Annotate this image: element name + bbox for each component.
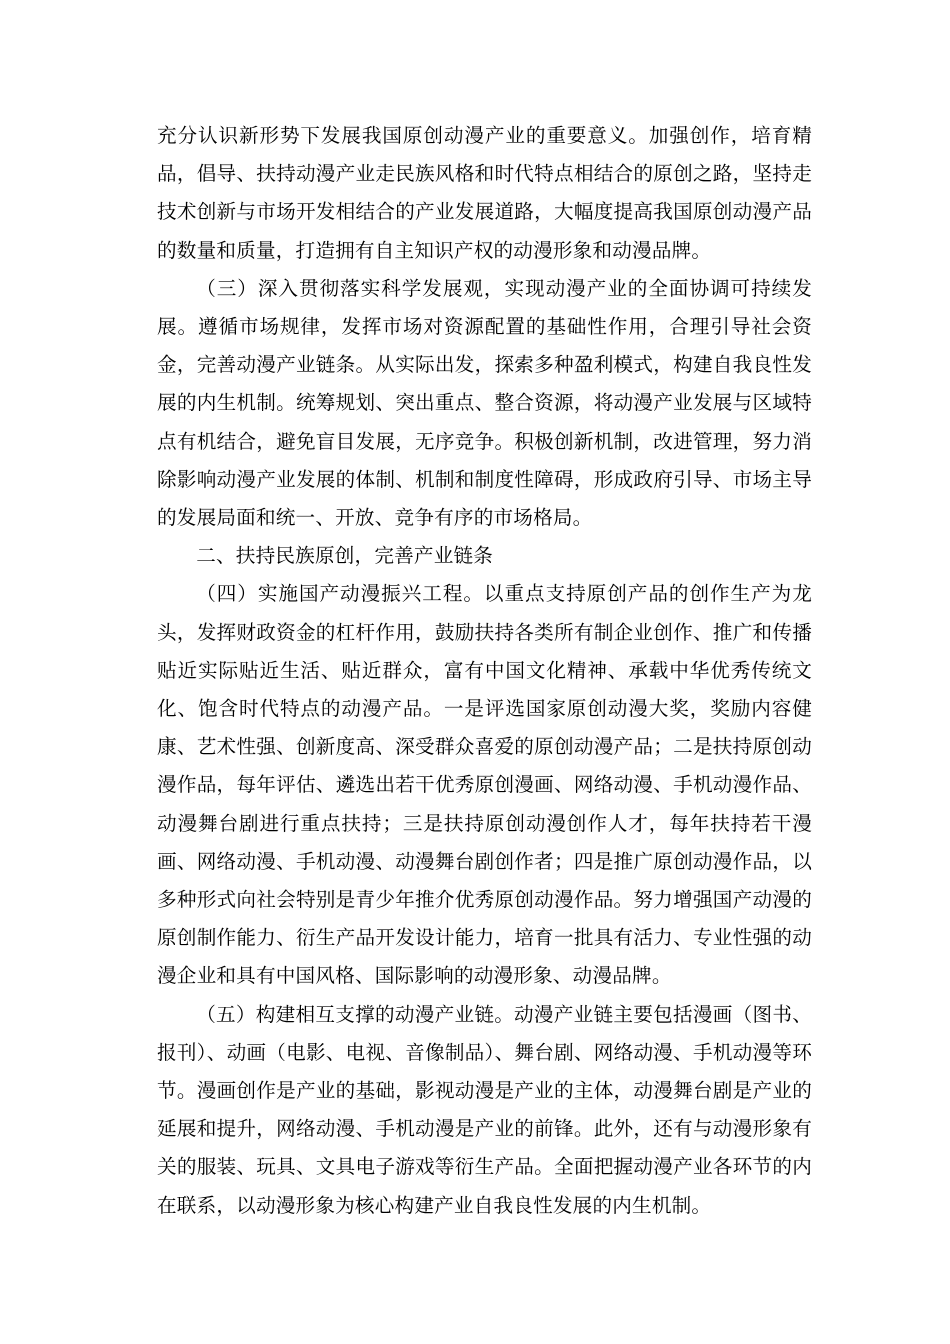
- paragraph-section-five: （五）构建相互支撑的动漫产业链。动漫产业链主要包括漫画（图书、报刊）、动画（电影、电视、音像制品）、舞台剧、网络动漫、手机动漫等环节。漫画创作是产业的基础，影视动漫是产业的主体，动漫舞台剧是产业的延展和提升，网络动漫、手机动漫是产业的前锋。此外，还有与动漫形象有关的服装、玩具、文具电子游戏等衍生产品。全面把握动漫产业各环节的内在联系，以动漫形象为核心构建产业自我良性发展的内生机制。: [157, 1002, 812, 1217]
- paragraph-section-four: （四）实施国产动漫振兴工程。以重点支持原创产品的创作生产为龙头，发挥财政资金的杠杆作用，鼓励扶持各类所有制企业创作、推广和传播贴近实际贴近生活、贴近群众，富有中国文化精神、承载中华优秀传统文化、饱含时代特点的动漫产品。一是评选国家原创动漫大奖，奖励内容健康、艺术性强、创新度高、深受群众喜爱的原创动漫产品；二是扶持原创动漫作品，每年评估、遴选出若干优秀原创漫画、网络动漫、手机动漫作品、动漫舞台剧进行重点扶持；三是扶持原创动漫创作人才，每年扶持若干漫画、网络动漫、手机动漫、动漫舞台剧创作者；四是推广原创动漫作品，以多种形式向社会特别是青少年推介优秀原创动漫作品。努力增强国产动漫的原创制作能力、衍生产品开发设计能力，培育一批具有活力、专业性强的动漫企业和具有中国风格、国际影响的动漫形象、动漫品牌。: [157, 582, 812, 988]
- paragraph-continuation: 充分认识新形势下发展我国原创动漫产业的重要意义。加强创作，培育精品，倡导、扶持动漫产业走民族风格和时代特点相结合的原创之路，坚持走技术创新与市场开发相结合的产业发展道路，大幅度提高我国原创动漫产品的数量和质量，打造拥有自主知识产权的动漫形象和动漫品牌。: [157, 124, 812, 262]
- section-heading-two: 二、扶持民族原创，完善产业链条: [196, 544, 494, 568]
- document-page: [157, 117, 812, 1225]
- paragraph-section-three: （三）深入贯彻落实科学发展观，实现动漫产业的全面协调可持续发展。遵循市场规律，发挥市场对资源配置的基础性作用，合理引导社会资金，完善动漫产业链条。从实际出发，探索多种盈利模式，构建自我良性发展的内生机制。统筹规划、突出重点、整合资源，将动漫产业发展与区域特点有机结合，避免盲目发展，无序竞争。积极创新机制，改进管理，努力消除影响动漫产业发展的体制、机制和制度性障碍，形成政府引导、市场主导的发展局面和统一、开放、竞争有序的市场格局。: [157, 276, 812, 530]
